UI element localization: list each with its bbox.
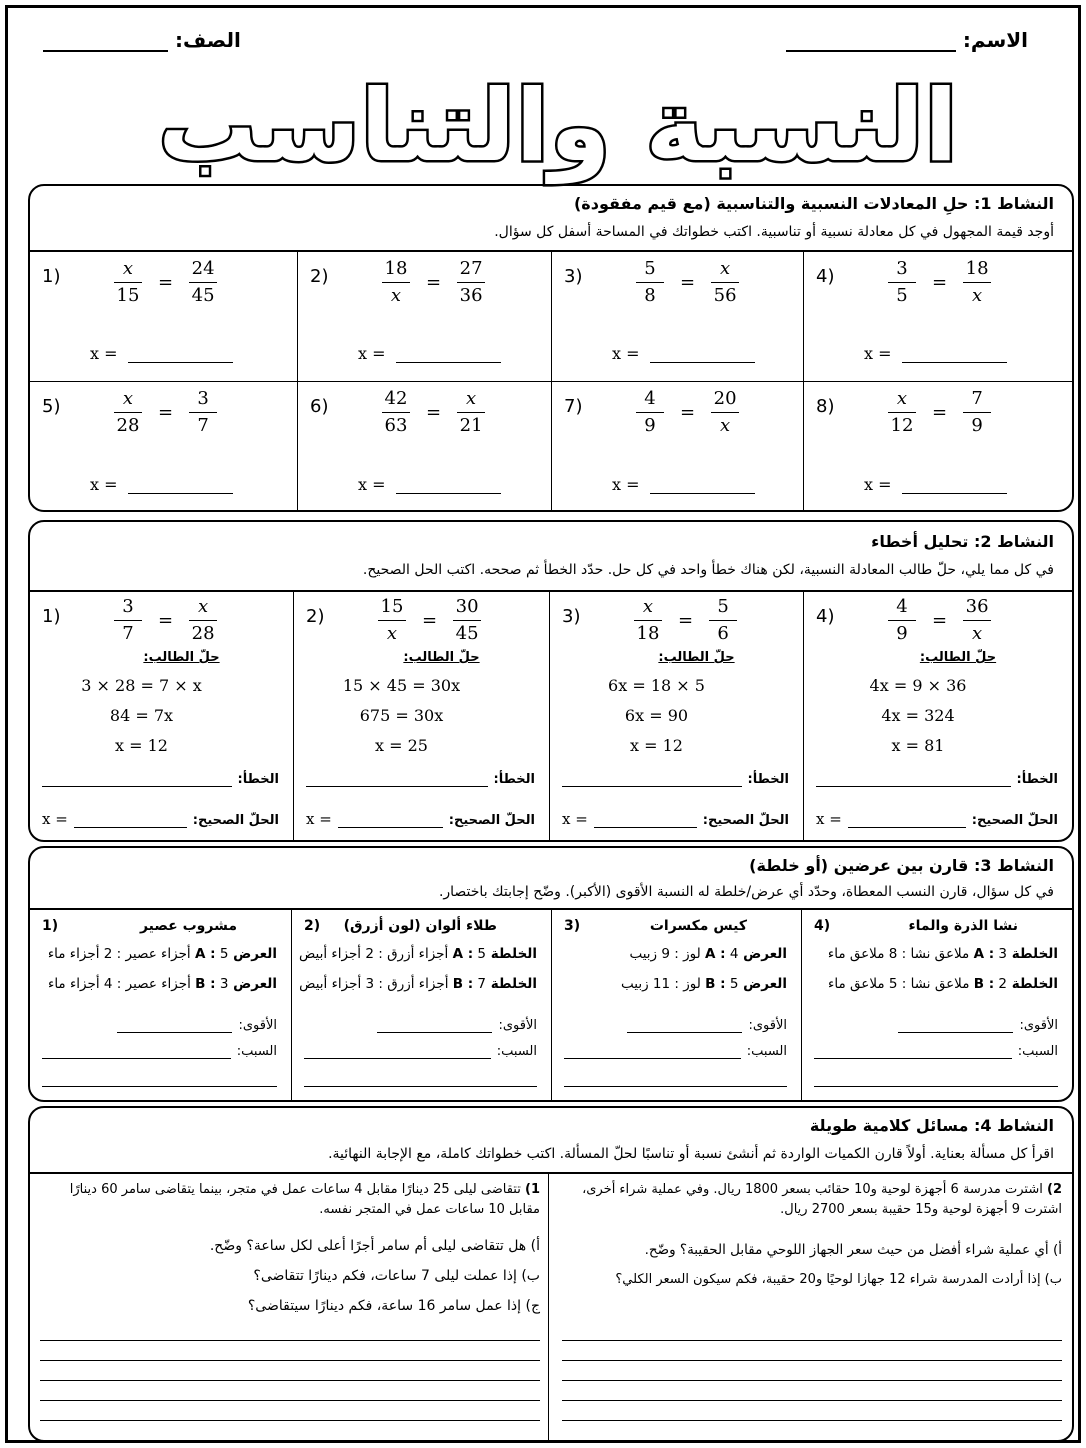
equation-cell bbox=[552, 252, 804, 382]
activity-3 bbox=[28, 846, 1074, 1102]
correct-solution-row bbox=[306, 810, 535, 828]
error-line[interactable] bbox=[306, 773, 488, 787]
fraction bbox=[382, 260, 410, 305]
reason-row bbox=[42, 1044, 277, 1059]
fraction bbox=[634, 598, 662, 643]
class-label: الصف: bbox=[174, 28, 241, 52]
reason-line[interactable] bbox=[814, 1045, 1012, 1059]
answer-line[interactable] bbox=[396, 347, 501, 363]
numerator: x bbox=[122, 388, 134, 409]
denominator: 9 bbox=[888, 620, 916, 643]
answer-line[interactable] bbox=[396, 478, 501, 494]
answer-field bbox=[358, 344, 501, 363]
option-b: الخلطة B : 7 أجزاء أزرق : 3 أجزاء أبيض bbox=[299, 976, 537, 992]
denominator: 15 bbox=[114, 282, 142, 305]
name-label: الاسم: bbox=[962, 28, 1028, 52]
activity-3-title: النشاط 3: قارن بين عرضين (أو خلطة) bbox=[749, 856, 1054, 875]
numerator: 15 bbox=[380, 596, 404, 617]
fraction bbox=[963, 598, 991, 643]
numerator: 36 bbox=[965, 596, 989, 617]
correct-solution-row bbox=[42, 810, 279, 828]
numerator: 5 bbox=[644, 258, 656, 279]
error-label: الخطأ: bbox=[1016, 772, 1058, 787]
proportion-equation bbox=[888, 390, 991, 435]
name-field bbox=[786, 28, 1028, 62]
answer-line[interactable] bbox=[40, 1360, 540, 1361]
numerator: 3 bbox=[197, 388, 209, 409]
x-equals: x = bbox=[42, 810, 68, 828]
error-line[interactable] bbox=[562, 773, 742, 787]
answer-line[interactable] bbox=[40, 1340, 540, 1341]
error-row bbox=[42, 772, 279, 787]
comparison-heading bbox=[42, 918, 277, 934]
answer-label: x = bbox=[864, 344, 892, 363]
correct-solution-label: الحلّ الصحيح: bbox=[971, 813, 1058, 828]
stronger-row bbox=[304, 1018, 537, 1033]
student-step: 6x = 90 bbox=[624, 706, 689, 725]
denominator: x bbox=[378, 620, 406, 643]
problem-number: 4) bbox=[814, 918, 831, 934]
activity-2-title: النشاط 2: تحليل أخطاء bbox=[871, 532, 1054, 551]
equals-sign: = bbox=[422, 610, 438, 631]
correct-solution-line[interactable] bbox=[74, 814, 187, 828]
error-label: الخطأ: bbox=[493, 772, 535, 787]
stronger-line[interactable] bbox=[117, 1019, 232, 1033]
equals-sign: = bbox=[158, 610, 174, 631]
numerator: x bbox=[198, 596, 209, 617]
problem-number: 2) bbox=[306, 606, 325, 627]
answer-field bbox=[612, 344, 755, 363]
activity-4 bbox=[28, 1106, 1074, 1442]
comparison-cell bbox=[802, 910, 1072, 1102]
activity-4-divider-v bbox=[548, 1172, 549, 1440]
denominator: 9 bbox=[636, 412, 664, 435]
reason-line-2[interactable] bbox=[42, 1086, 277, 1087]
error-analysis-cell bbox=[550, 592, 804, 842]
proportion-equation bbox=[634, 598, 737, 643]
activity-3-instructions: في كل سؤال، قارن النسب المعطاة، وحدّد أي عرض/خلطة له النسبة الأقوى (الأكبر). وضّح إجابتك باختصار. bbox=[438, 884, 1054, 900]
equals-sign: = bbox=[158, 402, 174, 423]
answer-label: x = bbox=[358, 475, 386, 494]
denominator: 9 bbox=[963, 412, 991, 435]
x-equals: x = bbox=[816, 810, 842, 828]
reason-line[interactable] bbox=[42, 1045, 231, 1059]
fraction bbox=[711, 390, 739, 435]
answer-line[interactable] bbox=[902, 478, 1007, 494]
student-solution-heading: حلّ الطالب: bbox=[658, 650, 735, 665]
equals-sign: = bbox=[678, 610, 694, 631]
word-problem-1-qc: ج) إذا عمل سامر 16 ساعة، فكم دينارًا سيتقاضى؟ bbox=[247, 1298, 540, 1314]
numerator: 5 bbox=[717, 596, 729, 617]
x-equals: x = bbox=[562, 810, 588, 828]
answer-label: x = bbox=[864, 475, 892, 494]
answer-field bbox=[864, 344, 1007, 363]
activity-1 bbox=[28, 184, 1074, 512]
equals-sign: = bbox=[932, 610, 948, 631]
problem-number: 4) bbox=[816, 606, 835, 627]
answer-label: x = bbox=[358, 344, 386, 363]
correct-solution-line[interactable] bbox=[848, 814, 966, 828]
numerator: 27 bbox=[459, 258, 483, 279]
fraction bbox=[453, 598, 481, 643]
activity-2 bbox=[28, 520, 1074, 842]
proportion-equation bbox=[888, 260, 991, 305]
activity-2-instructions: في كل مما يلي، حلّ طالب المعادلة النسبية، لكن هناك خطأ واحد في كل حل. حدّد الخطأ ثم صححه. اكتب الحل الصحيح. bbox=[362, 562, 1054, 578]
error-analysis-cell bbox=[294, 592, 550, 842]
answer-label: x = bbox=[90, 344, 118, 363]
activity-1-title: النشاط 1: حلِ المعادلات النسبية والتناسبية (مع قيم مفقودة) bbox=[573, 194, 1054, 213]
denominator: x bbox=[382, 282, 410, 305]
answer-field bbox=[90, 344, 233, 363]
fraction bbox=[963, 390, 991, 435]
student-step: 15 × 45 = 30x bbox=[342, 676, 461, 695]
correct-solution-label: الحلّ الصحيح: bbox=[192, 813, 279, 828]
denominator: 8 bbox=[636, 282, 664, 305]
proportion-equation bbox=[888, 598, 991, 643]
student-step: 4x = 324 bbox=[881, 706, 955, 725]
student-solution-heading: حلّ الطالب: bbox=[403, 650, 480, 665]
error-label: الخطأ: bbox=[237, 772, 279, 787]
activity-4-title: النشاط 4: مسائل كلامية طويلة bbox=[809, 1116, 1054, 1135]
activity-1-grid bbox=[30, 250, 1072, 512]
equals-sign: = bbox=[932, 402, 948, 423]
problem-number: 2) bbox=[310, 266, 329, 287]
numerator: x bbox=[720, 258, 731, 279]
fraction bbox=[378, 598, 406, 643]
answer-label: x = bbox=[90, 475, 118, 494]
activity-2-grid bbox=[30, 590, 1072, 842]
page-title bbox=[148, 60, 968, 188]
reason-line[interactable] bbox=[564, 1045, 741, 1059]
denominator: 56 bbox=[711, 282, 739, 305]
numerator: x bbox=[642, 596, 654, 617]
answer-line[interactable] bbox=[40, 1380, 540, 1381]
numerator: 4 bbox=[644, 388, 656, 409]
error-line[interactable] bbox=[42, 773, 232, 787]
numerator: x bbox=[896, 388, 908, 409]
answer-line[interactable] bbox=[128, 347, 233, 363]
fraction bbox=[888, 260, 916, 305]
proportion-equation bbox=[378, 598, 481, 643]
reason-label: السبب: bbox=[496, 1044, 537, 1059]
activity-3-grid bbox=[30, 908, 1072, 1102]
answer-line[interactable] bbox=[40, 1400, 540, 1401]
denominator: 28 bbox=[114, 412, 142, 435]
stronger-label: الأقوى: bbox=[1019, 1018, 1058, 1033]
activity-4-instructions: اقرأ كل مسألة بعناية. أولاً قارن الكميات الواردة ثم أنشئ نسبة أو تناسبًا لحلّ المسألة. اكتب خطواتك كاملة، مع الإجابة النهائية. bbox=[328, 1146, 1054, 1162]
word-problem-1-text: 1) تتقاضى ليلى 25 دينارًا مقابل 4 ساعات عمل في متجر، بينما يتقاضى سامر 60 دينارًا مقابل 10 ساعات عمل في المتجر نفسه. bbox=[69, 1182, 540, 1217]
reason-label: السبب: bbox=[746, 1044, 787, 1059]
denominator: 36 bbox=[457, 282, 485, 305]
fraction bbox=[711, 260, 739, 305]
fraction bbox=[636, 260, 664, 305]
comparison-title: نشا الذرة والماء bbox=[908, 918, 1018, 934]
equals-sign: = bbox=[426, 402, 442, 423]
numerator: 30 bbox=[455, 596, 479, 617]
numerator: 3 bbox=[122, 596, 134, 617]
answer-label: x = bbox=[612, 344, 640, 363]
fraction bbox=[709, 598, 737, 643]
equation-cell bbox=[30, 252, 298, 382]
comparison-heading bbox=[814, 918, 1058, 934]
stronger-label: الأقوى: bbox=[238, 1018, 277, 1033]
fraction bbox=[189, 390, 217, 435]
denominator: 6 bbox=[709, 620, 737, 643]
reason-label: السبب: bbox=[236, 1044, 277, 1059]
student-step: x = 81 bbox=[891, 736, 945, 755]
option-a: العرض A : 4 لوز : 9 زبيب bbox=[629, 946, 787, 962]
student-step: 4x = 9 × 36 bbox=[869, 676, 967, 695]
equation-cell bbox=[298, 382, 552, 512]
reason-label: السبب: bbox=[1017, 1044, 1058, 1059]
page-title-svg bbox=[148, 60, 968, 188]
error-row bbox=[562, 772, 789, 787]
answer-field bbox=[864, 475, 1007, 494]
student-step: 675 = 30x bbox=[359, 706, 444, 725]
stronger-label: الأقوى: bbox=[498, 1018, 537, 1033]
comparison-title: مشروب عصير bbox=[139, 918, 237, 934]
numerator: 3 bbox=[896, 258, 908, 279]
problem-number: 1) bbox=[42, 606, 61, 627]
activity-4-divider-h bbox=[30, 1172, 1072, 1174]
option-a: الخلطة A : 5 أجزاء أزرق : 2 أجزاء أبيض bbox=[299, 946, 537, 962]
equation-cell bbox=[552, 382, 804, 512]
student-solution-heading: حلّ الطالب: bbox=[143, 650, 220, 665]
problem-number: 3) bbox=[564, 266, 583, 287]
student-step: 3 × 28 = 7 × x bbox=[81, 676, 202, 695]
denominator: 5 bbox=[888, 282, 916, 305]
problem-number: 3) bbox=[562, 606, 581, 627]
numerator: x bbox=[122, 258, 134, 279]
fraction bbox=[189, 260, 217, 305]
fraction bbox=[114, 598, 142, 643]
answer-line[interactable] bbox=[562, 1420, 1062, 1421]
problem-number: 2) bbox=[304, 918, 321, 934]
reason-line-2[interactable] bbox=[304, 1086, 537, 1087]
fraction bbox=[189, 598, 217, 643]
fraction bbox=[114, 390, 142, 435]
stronger-line[interactable] bbox=[898, 1019, 1013, 1033]
student-step: x = 12 bbox=[115, 736, 168, 755]
denominator: 45 bbox=[453, 620, 481, 643]
answer-line[interactable] bbox=[562, 1360, 1062, 1361]
denominator: x bbox=[711, 412, 739, 435]
proportion-equation bbox=[114, 598, 217, 643]
equation-cell bbox=[804, 382, 1072, 512]
answer-line[interactable] bbox=[650, 478, 755, 494]
fraction bbox=[888, 390, 916, 435]
problem-number: 1) bbox=[42, 918, 59, 934]
fraction bbox=[888, 598, 916, 643]
name-line[interactable] bbox=[786, 32, 956, 52]
numerator: 4 bbox=[896, 596, 908, 617]
correct-solution-row bbox=[816, 810, 1058, 828]
denominator: 45 bbox=[189, 282, 217, 305]
problem-number: 6) bbox=[310, 396, 329, 417]
equals-sign: = bbox=[680, 402, 696, 423]
reason-row bbox=[304, 1044, 537, 1059]
answer-line[interactable] bbox=[128, 478, 233, 494]
stronger-row bbox=[564, 1018, 787, 1033]
student-step: 84 = 7x bbox=[109, 706, 174, 725]
option-a: العرض A : 5 أجزاء عصير : 2 أجزاء ماء bbox=[47, 946, 277, 962]
numerator: 20 bbox=[713, 388, 737, 409]
denominator: 12 bbox=[888, 412, 916, 435]
answer-label: x = bbox=[612, 475, 640, 494]
numerator: 24 bbox=[191, 258, 215, 279]
option-b: العرض B : 5 لوز : 11 زبيب bbox=[621, 976, 787, 992]
fraction bbox=[457, 390, 485, 435]
comparison-heading bbox=[304, 918, 537, 934]
student-step: x = 12 bbox=[630, 736, 683, 755]
correct-solution-line[interactable] bbox=[594, 814, 697, 828]
reason-line-2[interactable] bbox=[564, 1086, 787, 1087]
comparison-title: طلاء ألوان (لون أزرق) bbox=[343, 918, 497, 934]
answer-field bbox=[612, 475, 755, 494]
equation-cell bbox=[298, 252, 552, 382]
class-line[interactable] bbox=[43, 32, 168, 52]
problem-number: 3) bbox=[564, 918, 581, 934]
answer-field bbox=[358, 475, 501, 494]
student-step: x = 25 bbox=[375, 736, 428, 755]
x-equals: x = bbox=[306, 810, 332, 828]
fraction bbox=[114, 260, 142, 305]
option-a: الخلطة A : 3 ملاعق نشا : 8 ملاعق ماء bbox=[827, 946, 1058, 962]
denominator: 28 bbox=[189, 620, 217, 643]
answer-line[interactable] bbox=[902, 347, 1007, 363]
comparison-cell bbox=[552, 910, 802, 1102]
answer-line[interactable] bbox=[562, 1340, 1062, 1341]
correct-solution-label: الحلّ الصحيح: bbox=[702, 813, 789, 828]
problem-number: 4) bbox=[816, 266, 835, 287]
proportion-equation bbox=[114, 260, 217, 305]
proportion-equation bbox=[636, 390, 739, 435]
fraction bbox=[636, 390, 664, 435]
problem-number: 8) bbox=[816, 396, 835, 417]
error-line[interactable] bbox=[816, 773, 1011, 787]
answer-line[interactable] bbox=[562, 1380, 1062, 1381]
problem-number: 7) bbox=[564, 396, 583, 417]
reason-row bbox=[564, 1044, 787, 1059]
error-analysis-cell bbox=[30, 592, 294, 842]
denominator: 63 bbox=[382, 412, 410, 435]
comparison-cell bbox=[292, 910, 552, 1102]
class-field bbox=[43, 28, 241, 62]
word-problem-1-qb: ب) إذا عملت ليلى 7 ساعات، فكم دينارًا تتقاضى؟ bbox=[253, 1268, 540, 1284]
correct-solution-label: الحلّ الصحيح: bbox=[448, 813, 535, 828]
option-b: العرض B : 3 أجزاء عصير : 4 أجزاء ماء bbox=[47, 976, 277, 992]
reason-row bbox=[814, 1044, 1058, 1059]
proportion-equation bbox=[114, 390, 217, 435]
word-problem-2-qa: أ) أي عملية شراء أفضل من حيث سعر الجهاز اللوحي مقابل الحقيبة؟ وضّح. bbox=[644, 1242, 1062, 1258]
stronger-label: الأقوى: bbox=[748, 1018, 787, 1033]
word-problem-1 bbox=[40, 1180, 540, 1430]
numerator: 18 bbox=[965, 258, 989, 279]
word-problem-2-text: 2) اشترت مدرسة 6 أجهزة لوحية و10 حقائب بسعر 1800 ريال. وفي عملية شراء أخرى، اشترت 9 أجهزة لوحية و15 حقيبة بسعر 2700 ريال. bbox=[582, 1182, 1062, 1217]
equals-sign: = bbox=[158, 272, 174, 293]
comparison-cell bbox=[30, 910, 292, 1102]
fraction bbox=[457, 260, 485, 305]
error-label: الخطأ: bbox=[747, 772, 789, 787]
proportion-equation bbox=[382, 260, 485, 305]
stronger-line[interactable] bbox=[377, 1019, 492, 1033]
correct-solution-line[interactable] bbox=[338, 814, 443, 828]
error-row bbox=[306, 772, 535, 787]
denominator: 7 bbox=[114, 620, 142, 643]
answer-line[interactable] bbox=[40, 1420, 540, 1421]
reason-line[interactable] bbox=[304, 1045, 491, 1059]
denominator: 7 bbox=[189, 412, 217, 435]
stronger-line[interactable] bbox=[627, 1019, 742, 1033]
word-problem-2 bbox=[562, 1180, 1062, 1430]
answer-field bbox=[90, 475, 233, 494]
proportion-equation bbox=[382, 390, 485, 435]
correct-solution-row bbox=[562, 810, 789, 828]
page-title-text: النسبة والتناسب bbox=[158, 69, 958, 184]
word-problem-1-qa: أ) هل تتقاضى ليلى أم سامر أجرًا أعلى لكل ساعة؟ وضّح. bbox=[209, 1238, 540, 1254]
problem-number: 1) bbox=[42, 266, 61, 287]
denominator: x bbox=[963, 620, 991, 643]
numerator: x bbox=[466, 388, 477, 409]
numerator: 42 bbox=[384, 388, 408, 409]
numerator: 7 bbox=[971, 388, 983, 409]
fraction bbox=[382, 390, 410, 435]
problem-number: 5) bbox=[42, 396, 61, 417]
activity-1-instructions: أوجد قيمة المجهول في كل معادلة نسبية أو تناسبية. اكتب خطواتك في المساحة أسفل كل سؤال. bbox=[494, 224, 1054, 240]
denominator: x bbox=[963, 282, 991, 305]
option-b: الخلطة B : 2 ملاعق نشا : 5 ملاعق ماء bbox=[828, 976, 1058, 992]
worksheet-page bbox=[5, 5, 1081, 1443]
error-analysis-cell bbox=[804, 592, 1072, 842]
equals-sign: = bbox=[932, 272, 948, 293]
equals-sign: = bbox=[680, 272, 696, 293]
answer-line[interactable] bbox=[650, 347, 755, 363]
student-step: 6x = 18 × 5 bbox=[608, 676, 705, 695]
denominator: 18 bbox=[634, 620, 662, 643]
error-row bbox=[816, 772, 1058, 787]
stronger-row bbox=[42, 1018, 277, 1033]
fraction bbox=[963, 260, 991, 305]
numerator: 18 bbox=[384, 258, 408, 279]
reason-line-2[interactable] bbox=[814, 1086, 1058, 1087]
student-solution-heading: حلّ الطالب: bbox=[919, 650, 997, 665]
word-problem-2-qb: ب) إذا أرادت المدرسة شراء 12 جهازا لوحيًا و20 حقيبة، فكم سيكون السعر الكلي؟ bbox=[615, 1272, 1062, 1287]
equals-sign: = bbox=[426, 272, 442, 293]
comparison-heading bbox=[564, 918, 787, 934]
equation-cell bbox=[30, 382, 298, 512]
equation-cell bbox=[804, 252, 1072, 382]
answer-line[interactable] bbox=[562, 1400, 1062, 1401]
stronger-row bbox=[814, 1018, 1058, 1033]
comparison-title: كيس مكسرات bbox=[649, 918, 747, 934]
proportion-equation bbox=[636, 260, 739, 305]
denominator: 21 bbox=[457, 412, 485, 435]
